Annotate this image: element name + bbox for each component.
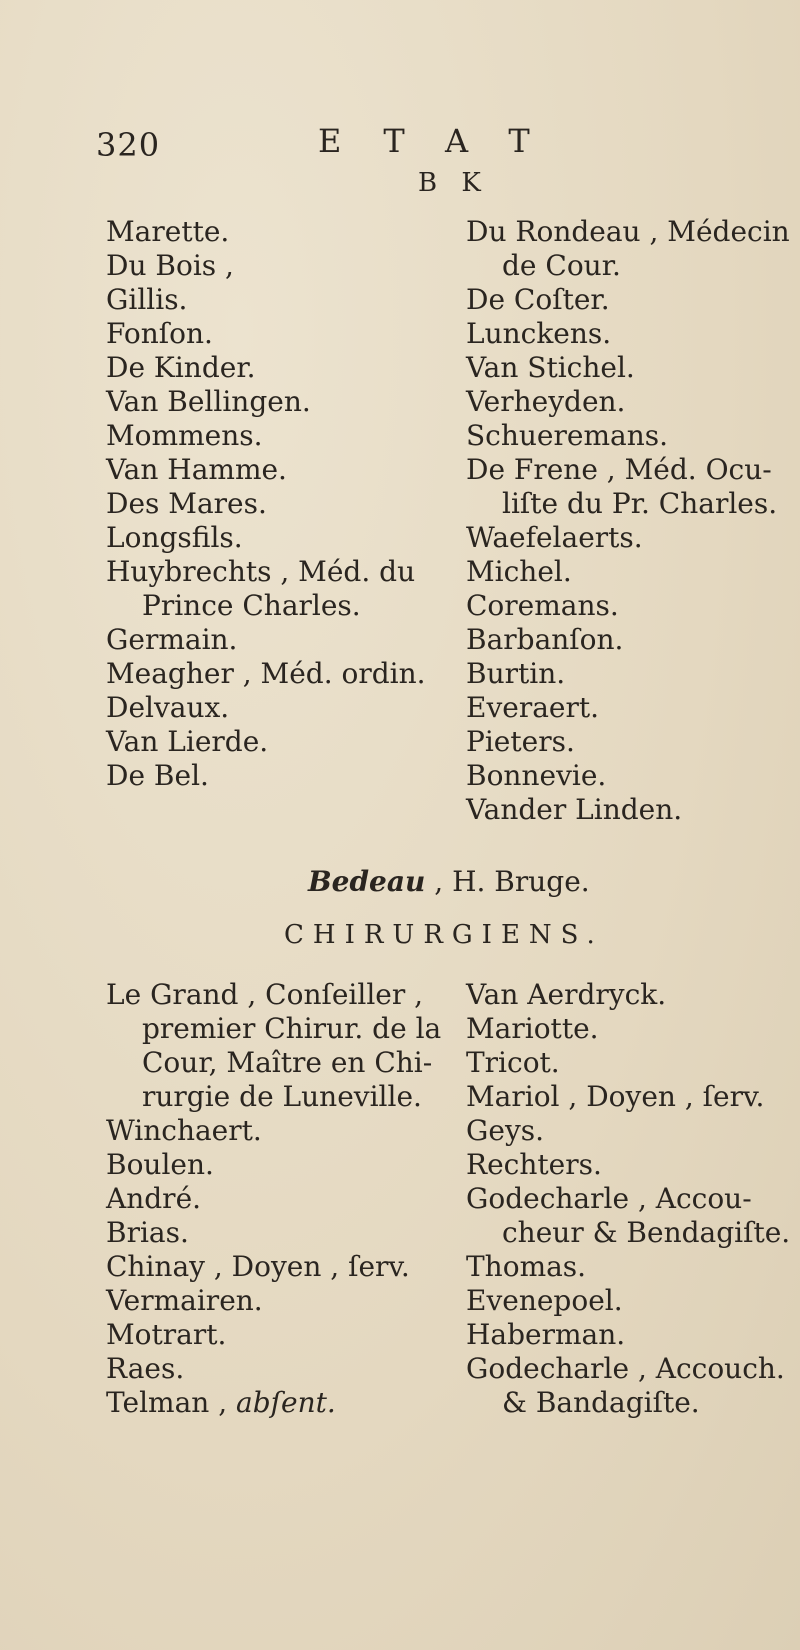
entry-text: Des Mares. <box>106 487 267 520</box>
bedeau-name: , H. Bruge. <box>425 865 590 898</box>
bedeau-line <box>308 865 590 898</box>
list-item <box>466 1386 786 1420</box>
list-item <box>106 1080 451 1114</box>
list-item <box>466 623 786 657</box>
list-item <box>106 759 446 793</box>
entry-text: cheur & Bendagiſte. <box>502 1216 791 1249</box>
entry-text: Gillis. <box>106 283 188 316</box>
list-item <box>106 1352 451 1386</box>
list-item <box>106 317 446 351</box>
running-title: ETAT <box>318 122 572 160</box>
entry-text: premier Chirur. de la <box>142 1012 442 1045</box>
list-item <box>106 521 446 555</box>
entry-text: Boulen. <box>106 1148 214 1181</box>
list-item <box>106 1114 451 1148</box>
entry-text: Thomas. <box>466 1250 587 1283</box>
list-item <box>106 555 446 589</box>
entry-text: Mommens. <box>106 419 263 452</box>
list-item <box>106 657 446 691</box>
list-item <box>466 691 786 725</box>
entry-text: Lunckens. <box>466 317 612 350</box>
list-item <box>106 1386 451 1420</box>
entry-text: Michel. <box>466 555 572 588</box>
list-item <box>466 351 786 385</box>
medecins-left-column <box>106 215 446 793</box>
list-item <box>466 215 790 249</box>
list-item <box>466 1216 791 1250</box>
entry-text: Burtin. <box>466 657 566 690</box>
entry-text: rurgie de Luneville. <box>142 1080 422 1113</box>
entry-text: De Bel. <box>106 759 209 792</box>
entry-text: Godecharle , Accou- <box>466 1182 752 1215</box>
entry-text: Winchaert. <box>106 1114 262 1147</box>
list-item <box>466 521 786 555</box>
entry-text: Brias. <box>106 1216 189 1249</box>
list-item <box>106 978 451 1012</box>
chirurgiens-left-column <box>106 978 451 1420</box>
list-item <box>466 1012 786 1046</box>
entry-text: Everaert. <box>466 691 600 724</box>
entry-text: Prince Charles. <box>142 589 361 622</box>
list-item <box>466 317 786 351</box>
entry-text: Van Stichel. <box>466 351 635 384</box>
list-item <box>466 1148 786 1182</box>
list-item <box>466 555 786 589</box>
list-item <box>106 691 446 725</box>
list-item <box>466 657 786 691</box>
list-item <box>106 385 446 419</box>
list-item <box>466 385 786 419</box>
entry-text: André. <box>106 1182 202 1215</box>
entry-text: Geys. <box>466 1114 545 1147</box>
list-item <box>466 1352 786 1386</box>
list-item <box>466 1250 786 1284</box>
list-item <box>466 487 786 521</box>
entry-text: Van Aerdryck. <box>466 978 667 1011</box>
entry-text: Van Bellingen. <box>106 385 311 418</box>
entry-text: Huybrechts , Méd. du <box>106 555 416 588</box>
list-item <box>106 1250 451 1284</box>
list-item <box>466 1114 786 1148</box>
bedeau-label: Bedeau <box>308 865 426 898</box>
entry-text: Telman , <box>106 1386 237 1419</box>
entry-text: Motrart. <box>106 1318 227 1351</box>
list-item <box>106 419 446 453</box>
medecins-right-column <box>466 215 790 827</box>
entry-text: & Bandagiſte. <box>502 1386 700 1419</box>
entry-text: Mariol , Doyen , ſerv. <box>466 1080 765 1113</box>
list-item <box>106 1182 451 1216</box>
entry-text: Tricot. <box>466 1046 560 1079</box>
entry-text: Delvaux. <box>106 691 230 724</box>
list-item <box>466 419 786 453</box>
list-item <box>466 589 786 623</box>
list-item <box>466 249 786 283</box>
entry-text: Longsfils. <box>106 521 243 554</box>
entry-text: Haberman. <box>466 1318 626 1351</box>
list-item <box>466 725 786 759</box>
list-item <box>466 1318 786 1352</box>
entry-text: Pieters. <box>466 725 575 758</box>
page-number: 320 <box>96 126 161 164</box>
list-item <box>106 283 446 317</box>
list-item <box>466 1182 786 1216</box>
entry-text: Coremans. <box>466 589 619 622</box>
entry-note: abſent. <box>236 1386 336 1419</box>
list-item <box>106 249 446 283</box>
entry-text: Evenepoel. <box>466 1284 623 1317</box>
list-item <box>106 453 446 487</box>
entry-text: de Cour. <box>502 249 621 282</box>
page-header <box>96 118 736 168</box>
list-item <box>466 793 786 827</box>
signature-mark: B K <box>418 168 489 198</box>
entry-text: De Kinder. <box>106 351 256 384</box>
list-item <box>106 1046 451 1080</box>
entry-text: Waefelaerts. <box>466 521 643 554</box>
list-item <box>106 1216 451 1250</box>
list-item <box>106 1284 451 1318</box>
list-item <box>106 725 446 759</box>
entry-text: Schueremans. <box>466 419 669 452</box>
list-item <box>466 1284 786 1318</box>
list-item <box>466 1080 786 1114</box>
entry-text: De Frene , Méd. Ocu- <box>466 453 772 486</box>
entry-text: Van Hamme. <box>106 453 287 486</box>
entry-text: liſte du Pr. Charles. <box>502 487 778 520</box>
list-item <box>466 453 786 487</box>
list-item <box>466 1046 786 1080</box>
entry-text: Marette. <box>106 215 230 248</box>
list-item <box>106 351 446 385</box>
list-item <box>106 215 446 249</box>
list-item <box>106 623 446 657</box>
entry-text: Meagher , Méd. ordin. <box>106 657 426 690</box>
entry-text: Barbanſon. <box>466 623 624 656</box>
section-heading-chirurgiens: CHIRURGIENS. <box>284 920 604 950</box>
list-item <box>106 589 446 623</box>
list-item <box>106 1318 451 1352</box>
entry-text: Vander Linden. <box>466 793 683 826</box>
entry-text: Godecharle , Accouch. <box>466 1352 785 1385</box>
entry-text: Van Lierde. <box>106 725 269 758</box>
list-item <box>466 283 786 317</box>
list-item <box>466 978 786 1012</box>
entry-text: Cour, Maître en Chi- <box>142 1046 433 1079</box>
entry-text: Du Bois , <box>106 249 234 282</box>
entry-text: Chinay , Doyen , ſerv. <box>106 1250 410 1283</box>
entry-text: De Coſter. <box>466 283 610 316</box>
entry-text: Verheyden. <box>466 385 626 418</box>
entry-text: Le Grand , Conſeiller , <box>106 978 424 1011</box>
chirurgiens-right-column <box>466 978 791 1420</box>
entry-text: Fonſon. <box>106 317 213 350</box>
entry-text: Du Rondeau , Médecin <box>466 215 790 248</box>
entry-text: Germain. <box>106 623 238 656</box>
list-item <box>466 759 786 793</box>
entry-text: Bonnevie. <box>466 759 607 792</box>
entry-text: Raes. <box>106 1352 185 1385</box>
list-item <box>106 1012 451 1046</box>
entry-text: Vermairen. <box>106 1284 263 1317</box>
entry-text: Mariotte. <box>466 1012 599 1045</box>
list-item <box>106 487 446 521</box>
list-item <box>106 1148 451 1182</box>
entry-text: Rechters. <box>466 1148 602 1181</box>
